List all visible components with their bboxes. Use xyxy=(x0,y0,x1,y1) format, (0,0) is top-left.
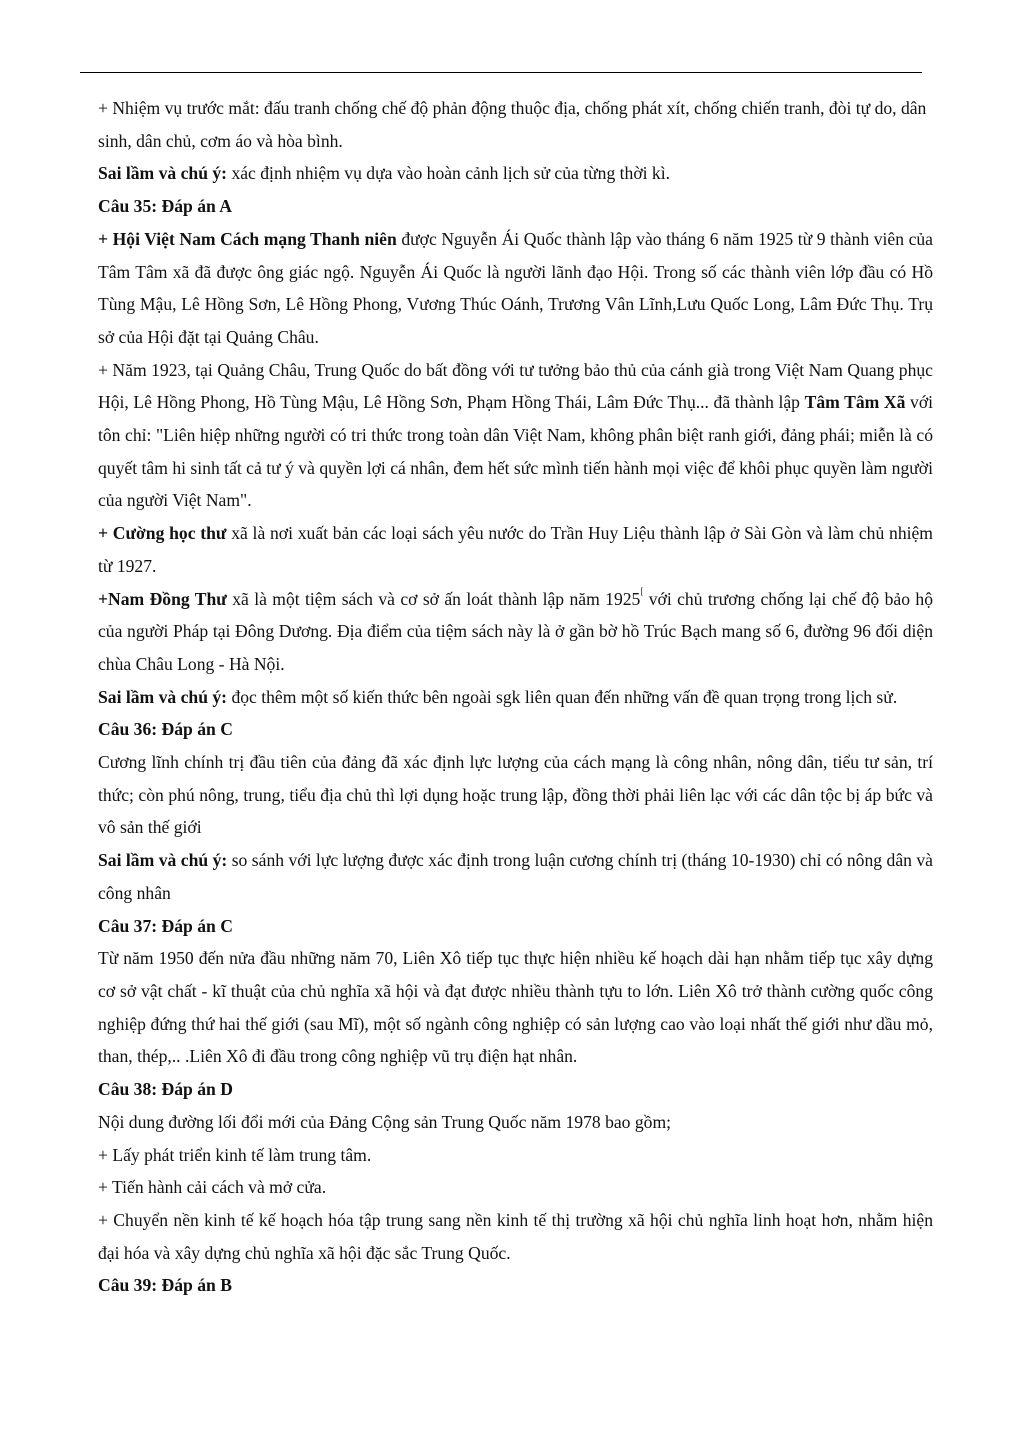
body-paragraph xyxy=(98,583,933,681)
body-paragraph xyxy=(98,1204,933,1269)
text-run: + Tiến hành cải cách và mở cửa. xyxy=(98,1177,327,1198)
text-run: + Lấy phát triển kinh tế làm trung tâm. xyxy=(98,1144,372,1165)
body-paragraph xyxy=(98,92,933,157)
bold-text: Câu 35: Đáp án A xyxy=(98,196,232,217)
bold-text: +Nam Đồng Thư xyxy=(98,588,227,609)
section-heading xyxy=(98,910,933,943)
body-paragraph xyxy=(98,1171,933,1204)
text-run: + Nhiệm vụ trước mắt: đấu tranh chống chế độ phản động thuộc địa, chống phát xít, chống chiến tranh, đòi tự do, dân sinh, dân chủ, cơm áo và hòa bình. xyxy=(98,98,927,151)
footnote-marker: [ xyxy=(640,585,644,596)
text-run: với tôn chỉ: "Liên hiệp những người có tri thức trong toàn dân Việt Nam, không phân biệt ranh giới, đảng phái; miễn là có quyết tâm hi sinh tất cả tư ý và quyền lợi cá nhân, đem hết sức mình tiến hành mọi việc để khôi phục quyền làm người của người Việt Nam". xyxy=(98,392,934,511)
body-paragraph xyxy=(98,157,933,190)
bold-text: Sai lầm và chú ý: xyxy=(98,163,228,184)
text-run: so sánh với lực lượng được xác định trong luận cương chính trị (tháng 10-1930) chỉ có nông dân và công nhân xyxy=(98,850,933,903)
body-paragraph xyxy=(98,844,933,909)
text-run: + Chuyển nền kinh tế kế hoạch hóa tập trung sang nền kinh tế thị trường xã hội chủ nghĩa linh hoạt hơn, nhằm hiện đại hóa và xây dựng chủ nghĩa xã hội đặc sắc Trung Quốc. xyxy=(98,1209,933,1263)
bold-text: Câu 38: Đáp án D xyxy=(98,1079,233,1100)
bold-text: Tâm Tâm Xã xyxy=(804,392,906,413)
text-run: xã là một tiệm sách và cơ sở ấn loát thành lập năm 1925 xyxy=(226,588,641,609)
page-content xyxy=(98,92,933,1302)
header-rule xyxy=(80,72,922,73)
bold-text: Câu 39: Đáp án B xyxy=(98,1275,232,1296)
text-run: + Năm 1923, tại Quảng Châu, Trung Quốc do bất đồng với tư tưởng bảo thủ của cánh già trong Việt Nam Quang phục Hội, Lê Hồng Phong, Hồ Tùng Mậu, Lê Hồng Sơn, Phạm Hồng Thái, Lâm Đức Thụ... đã thành lập xyxy=(98,359,933,413)
body-paragraph xyxy=(98,681,933,714)
body-paragraph xyxy=(98,942,933,1073)
body-paragraph xyxy=(98,517,933,582)
bold-text: Câu 36: Đáp án C xyxy=(98,719,233,740)
section-heading xyxy=(98,1073,933,1106)
bold-text: + Cường học thư xyxy=(98,523,227,544)
text-run: xã là nơi xuất bản các loại sách yêu nước do Trần Huy Liệu thành lập ở Sài Gòn và làm chủ nhiệm từ 1927. xyxy=(98,523,933,576)
section-heading xyxy=(98,190,933,223)
bold-text: Sai lầm và chú ý: xyxy=(98,686,228,707)
text-run: được Nguyễn Ái Quốc thành lập vào tháng 6 năm 1925 từ 9 thành viên của Tâm Tâm xã đã được ông giác ngộ. Nguyễn Ái Quốc là người lãnh đạo Hội. Trong số các thành viên lớp đầu có Hồ Tùng Mậu, Lê Hồng Sơn, Lê Hồng Phong, Vương Thúc Oánh, Trương Vân Lĩnh,Lưu Quốc Long, Lâm Đức Thụ. Trụ sở của Hội đặt tại Quảng Châu. xyxy=(98,228,933,347)
bold-text: + Hội Việt Nam Cách mạng Thanh niên xyxy=(98,228,397,249)
text-run: đọc thêm một số kiến thức bên ngoài sgk liên quan đến những vấn đề quan trọng trong lịch sử. xyxy=(227,686,898,707)
bold-text: Sai lầm và chú ý: xyxy=(98,850,228,871)
text-run: với chủ trương chống lại chế độ bảo hộ của người Pháp tại Đông Dương. Địa điểm của tiệm sách này là ở gần bờ hồ Trúc Bạch mang số 6, đường 96 đối diện chùa Châu Long - Hà Nội. xyxy=(98,588,934,674)
body-paragraph xyxy=(98,354,933,518)
text-run: Nội dung đường lối đổi mới của Đảng Cộng sản Trung Quốc năm 1978 bao gồm; xyxy=(98,1111,672,1132)
section-heading xyxy=(98,713,933,746)
section-heading xyxy=(98,1269,933,1302)
body-paragraph xyxy=(98,1106,933,1139)
text-run: Từ năm 1950 đến nửa đầu những năm 70, Liên Xô tiếp tục thực hiện nhiều kế hoạch dài hạn nhằm tiếp tục xây dựng cơ sở vật chất - kĩ thuật của chủ nghĩa xã hội và đạt được nhiều thành tựu to lớn. Liên Xô trở thành cường quốc công nghiệp đứng thứ hai thế giới (sau Mĩ), một số ngành công nghiệp có sản lượng cao vào loại nhất thế giới như dầu mỏ, than, thép,.. .Liên Xô đi đầu trong công nghiệp vũ trụ điện hạt nhân. xyxy=(98,948,933,1067)
text-run: Cương lĩnh chính trị đầu tiên của đảng đã xác định lực lượng của cách mạng là công nhân, nông dân, tiểu tư sản, trí thức; còn phú nông, trung, tiểu địa chủ thì lợi dụng hoặc trung lập, đồng thời phải liên lạc với các dân tộc bị áp bức và vô sản thế giới xyxy=(98,752,933,838)
body-paragraph xyxy=(98,1139,933,1172)
text-run: xác định nhiệm vụ dựa vào hoàn cảnh lịch sử của từng thời kì. xyxy=(227,163,671,184)
bold-text: Câu 37: Đáp án C xyxy=(98,915,233,936)
body-paragraph xyxy=(98,223,933,354)
body-paragraph xyxy=(98,746,933,844)
